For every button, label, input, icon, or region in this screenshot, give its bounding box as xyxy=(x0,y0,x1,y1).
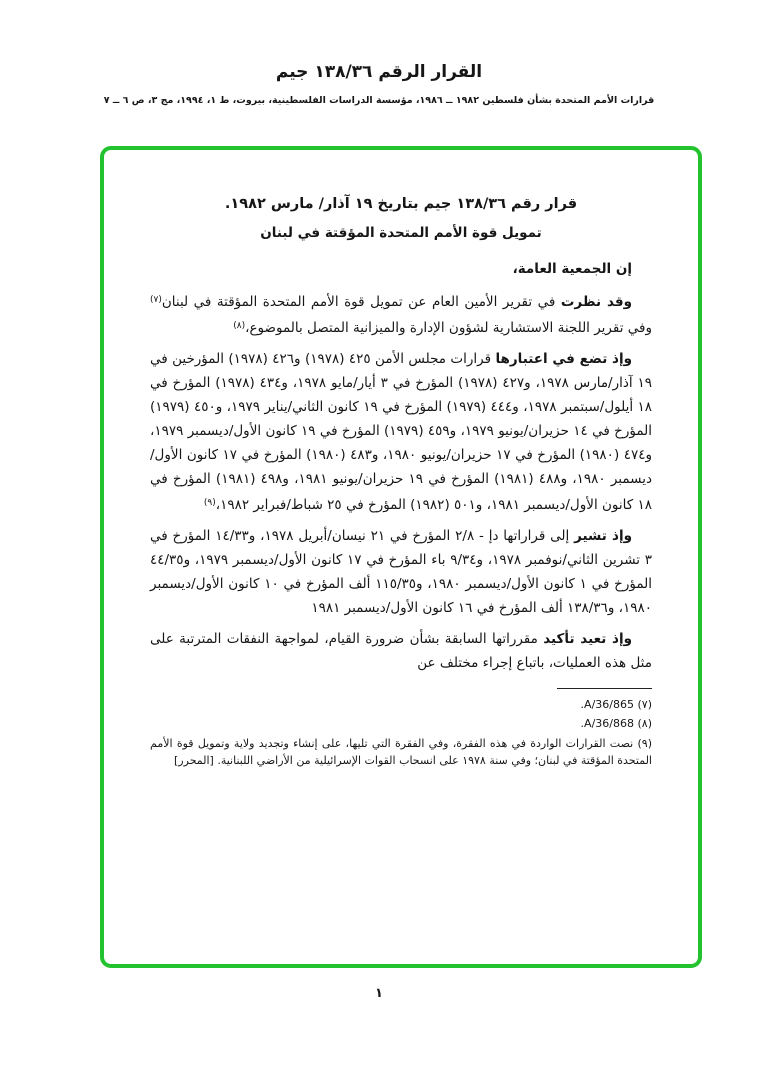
paragraph-recalling xyxy=(150,524,652,620)
paragraph-text: في تقرير الأمين العام عن تمويل قوة الأمم المتحدة المؤقتة في لبنان xyxy=(161,294,561,310)
footnote-8 xyxy=(150,715,652,732)
footnote-marker: (٨) xyxy=(637,717,652,730)
paragraph-lead: وقد نظرت xyxy=(560,294,632,310)
footnote-marker: (٧) xyxy=(637,698,652,711)
resolution-title: قرار رقم ١٣٨/٣٦ جيم بتاريخ ١٩ آذار/ مارس ١٩٨٢. xyxy=(224,196,578,212)
paragraph-lead: وإذ تشير xyxy=(574,528,632,544)
resolution-subtitle: تمويل قوة الأمم المتحدة المؤقتة في لبنان xyxy=(260,225,542,241)
paragraph-text: قرارات مجلس الأمن ٤٢٥ (١٩٧٨) و٤٢٦ (١٩٧٨) المؤرخين في ١٩ آذار/مارس ١٩٧٨، و٤٢٧ (١٩٧٨) المؤرخ في ٣ أيار/مايو ١٩٧٨، و٤٣٤ (١٩٧٨) المؤرخ في ١٨ أيلول/سبتمبر ١٩٧٨، و٤٤٤ (١٩٧٩) المؤرخ في ١٩ كانون الثاني/يناير ١٩٧٩، و٤٥٠ (١٩٧٩) المؤرخ في ١٤ حزيران/يونيو ١٩٧٩، و٤٥٩ (١٩٧٩) المؤرخ في ١٩ كانون الأول/ديسمبر ١٩٧٩، و٤٧٤ (١٩٨٠) المؤرخ في ١٧ حزيران/يونيو ١٩٨٠، و٤٨٣ (١٩٨٠) المؤرخ في ١٧ كانون الأول/ديسمبر ١٩٨٠، و٤٨٨ (١٩٨١) المؤرخ في ١٩ حزيران/يونيو ١٩٨١، و٤٩٨ (١٩٨١) المؤرخ في ١٨ كانون الأول/ديسمبر ١٩٨١، و٥٠١ (١٩٨٢) المؤرخ في ٢٥ شباط/فبراير ١٩٨٢، xyxy=(150,351,653,513)
footnote-text: نصت القرارات الواردة في هذه الفقرة، وفي الفقرة التي تليها، على إنشاء وتجديد ولاية وتمويل قوة الأمم المتحدة المؤقتة في لبنان؛ وفي سنة ١٩٧٨ على انسحاب القوات الإسرائيلية من الأراضي اللبنانية. [المحرر] xyxy=(150,737,652,767)
footnote-ref-8: (٨) xyxy=(233,321,246,331)
paragraph-bearing-in-mind xyxy=(150,347,652,517)
footnote-marker: (٩) xyxy=(637,737,652,750)
footnote-text: A/36/865. xyxy=(580,698,634,711)
paragraph-assembly xyxy=(150,257,652,281)
paragraph-lead: وإذ تضع في اعتبارها xyxy=(495,351,633,367)
paragraph-having-considered xyxy=(150,288,652,340)
paragraph-lead: وإذ تعيد تأكيد xyxy=(543,631,632,647)
paragraph-lead: إن الجمعية العامة، xyxy=(512,261,632,277)
document-frame xyxy=(100,146,702,968)
footnote-text: A/36/868. xyxy=(580,717,634,730)
footnote-separator xyxy=(557,688,652,689)
resolution-header-title: القرار الرقم ١٣٨/٣٦ جيم xyxy=(275,62,483,82)
page-header xyxy=(0,62,758,106)
footnote-ref-7: (٧) xyxy=(150,295,162,305)
paragraph-reaffirming xyxy=(150,627,652,675)
footnote-9 xyxy=(150,735,652,769)
paragraph-text: إلى قراراتها دإ - ٢/٨ المؤرخ في ٢١ نيسان/أبريل ١٩٧٨، و١٤/٣٣ المؤرخ في ٣ تشرين الثاني/نوفمبر ١٩٧٨، و٩/٣٤ باء المؤرخ في ١٧ كانون الأول/ديسمبر ١٩٧٩، و٤٤/٣٥ المؤرخ في ١ كانون الأول/ديسمبر ١٩٨٠، و١١٥/٣٥ ألف المؤرخ في ١٠ كانون الأول/ديسمبر ١٩٨٠، و١٣٨/٣٦ ألف المؤرخ في ١٦ كانون الأول/ديسمبر ١٩٨١ xyxy=(150,528,653,616)
paragraph-text: مقرراتها السابقة بشأن ضرورة القيام، لمواجهة النفقات المترتبة على مثل هذه العمليات، باتباع إجراء مختلف عن xyxy=(150,631,652,671)
page-number: ١ xyxy=(375,986,383,1001)
footnote-ref-9: (٩) xyxy=(203,498,216,508)
footnote-7 xyxy=(150,696,652,713)
paragraph-text: وفي تقرير اللجنة الاستشارية لشؤون الإدارة والميزانية المتصل بالموضوع، xyxy=(245,320,652,336)
source-citation: قرارات الأمم المتحدة بشأن فلسطين ١٩٨٢ ــ ١٩٨٦، مؤسسة الدراسات الفلسطينية، بيروت، ط ١، ١٩٩٤، مج ٣، ص ٦ ــ ٧ xyxy=(103,95,655,106)
